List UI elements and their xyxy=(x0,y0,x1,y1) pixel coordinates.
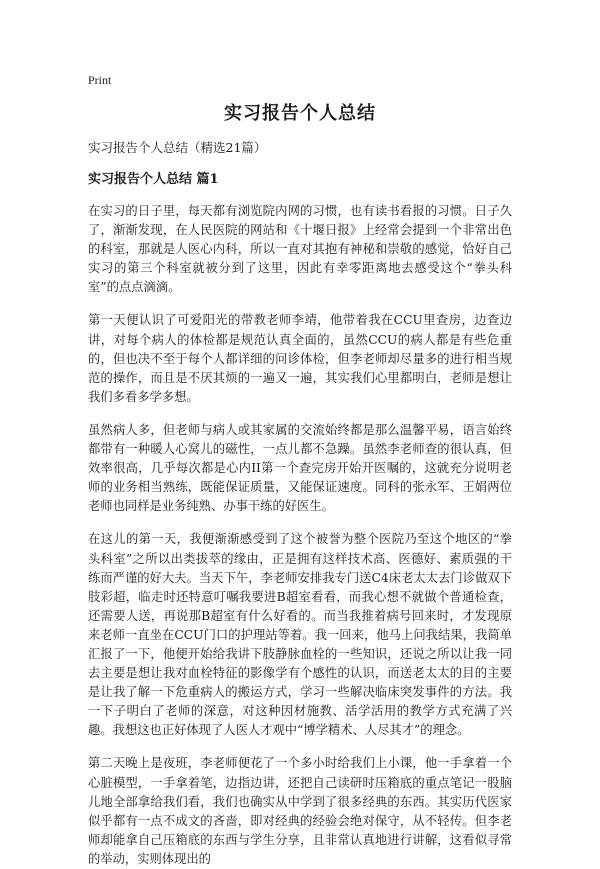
paragraph-3: 虽然病人多，但老师与病人或其家属的交流始终都是那么温馨平易，语言始终都带有一种暖人心窝儿的磁性，一点儿都不急躁。虽然李老师查的很认真，但效率很高，几乎每次都是心内II第一个查完房开始开医嘱的，这就充分说明老师的业务相当熟练，既能保证质量，又能保证速度。同科的张永军、王娟两位老师也同样是业务纯熟、办事干练的好医生。 xyxy=(88,422,512,514)
document-title: 实习报告个人总结 xyxy=(224,103,376,124)
print-link[interactable]: Print xyxy=(88,73,112,87)
document-subtitle: 实习报告个人总结（精选21篇） xyxy=(88,140,267,155)
paragraph-5: 第二天晚上是夜班，李老师便花了一个多小时给我们上小课，他一手拿着一个心脏模型，一手拿着笔，边指边讲，还把自己读研时压箱底的重点笔记一股脑儿地全部拿给我们看，我们也确实从中学到了很多经典的东西。其实历代医家似乎都有一点不成文的吝啬，即对经典的经验会绝对保守，从不轻传。但李老师却能拿自己压箱底的东西与学生分享，且非常认真地进行讲解，这看似寻常的举动，实则体现出的 xyxy=(88,756,512,866)
section-heading: 实习报告个人总结 篇1 xyxy=(88,172,219,187)
paragraph-2: 第一天便认识了可爱阳光的带教老师李靖，他带着我在CCU里查房，边查边讲，对每个病人的体检都是规范认真全面的，虽然CCU的病人都是有些危重的，但也决不至于每个人都详细的问诊体检，但李老师却尽量多的进行相当规范的操作，而且是不厌其烦的一遍又一遍，其实我们心里都明白，老师是想让我们多看多学多想。 xyxy=(88,313,512,404)
paragraph-1: 在实习的日子里，每天都有浏览院内网的习惯，也有读书看报的习惯。日子久了，渐渐发现，在人民医院的网站和《十堰日报》上经常会提到一个非常出色的科室，那就是人医心内科，所以一直对其抱有神秘和崇敬的感觉，恰好自己实习的第三个科室就被分到了这里，因此有幸零距离地去感受这个“拳头科室”的点点滴滴。 xyxy=(88,204,512,295)
paragraph-4: 在这儿的第一天，我便渐渐感受到了这个被誉为整个医院乃至这个地区的“拳头科室”之所以出类拔萃的缘由，正是拥有这样技术高、医德好、素质强的干练而严谨的好大夫。当天下午，李老师安排我专门送C4床老太太去门诊做双下肢彩超，临走时还特意叮嘱我要进B超室看看，而我心想不就做个普通检查，还需要人送，再说那B超室有什么好看的。而当我推着病号回来时，才发现原来老师一直坐在CCU门口的护理站等着。我一回来，他马上问我结果，我简单汇报了一下，他便开始给我讲下肢静脉血栓的一些知识，还说之所以让我一同去主要是想让我对血栓特征的影像学有个感性的认识，而送老太太的目的主要是让我了解一下危重病人的搬运方式，学习一些解决临床突发事件的方法。我一下子明白了老师的深意，对这种因材施教、活学活用的教学方式充满了兴趣。我想这也正好体现了人医人才观中“博学精术、人尽其才”的理念。 xyxy=(88,532,512,738)
